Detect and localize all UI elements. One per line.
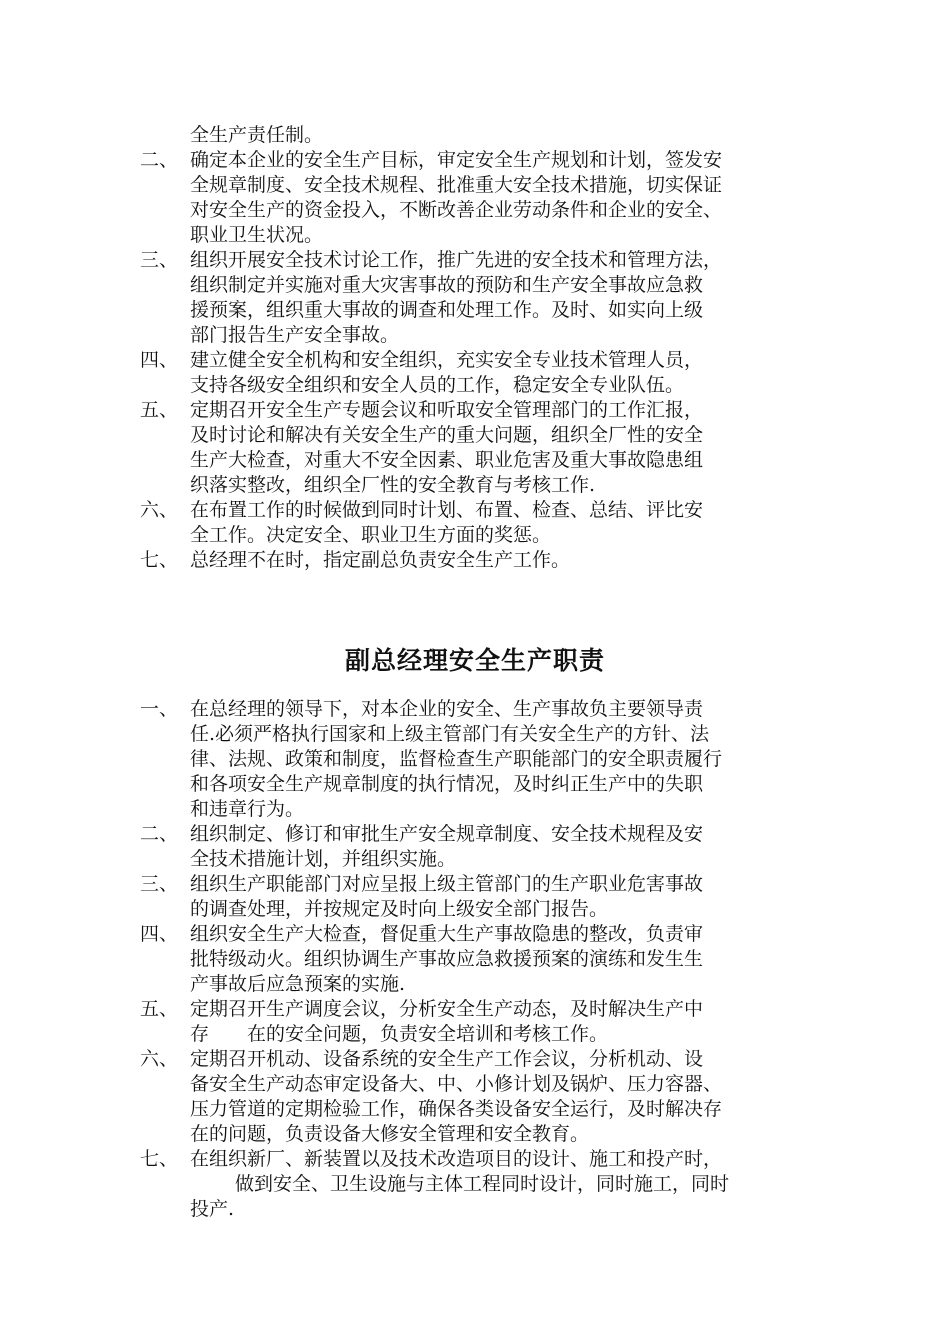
item-number: 一、	[140, 698, 179, 720]
item-number: 三、	[140, 249, 179, 271]
text-line: 组织安全生产大检查，督促重大生产事故隐患的整改，负责审	[190, 923, 704, 945]
item-number: 四、	[140, 923, 179, 945]
list-item	[140, 1047, 820, 1147]
list-item	[140, 1147, 820, 1222]
text-line: 组织制定并实施对重大灾害事故的预防和生产安全事故应急救	[190, 274, 704, 296]
list-item	[140, 822, 820, 872]
text-line: 定期召开机动、设备系统的安全生产工作会议，分析机动、设	[190, 1048, 704, 1070]
text-line: 组织开展安全技术讨论工作，推广先进的安全技术和管理方法，	[190, 249, 723, 271]
text-line: 援预案，组织重大事故的调查和处理工作。及时、如实向上级	[190, 299, 704, 321]
list-item	[140, 997, 820, 1047]
text-line: 全工作。决定安全、职业卫生方面的奖惩。	[190, 524, 552, 546]
text-line: 织落实整改，组织全厂性的安全教育与考核工作.	[190, 474, 596, 496]
list-item	[140, 348, 820, 398]
text-line: 和各项安全生产规章制度的执行情况，及时纠正生产中的失职	[190, 773, 704, 795]
text-line: 投产.	[190, 1198, 235, 1220]
list-item	[140, 148, 820, 248]
section-title: 副总经理安全生产职责	[344, 646, 605, 675]
text-line: 及时讨论和解决有关安全生产的重大问题，组织全厂性的安全	[190, 424, 704, 446]
text-line: 产事故后应急预案的实施.	[190, 973, 406, 995]
text-line: 在的问题，负责设备大修安全管理和安全教育。	[190, 1123, 590, 1145]
text-line: 支持各级安全组织和安全人员的工作，稳定安全专业队伍。	[190, 374, 685, 396]
item-number: 三、	[140, 873, 179, 895]
item-number: 五、	[140, 998, 179, 1020]
text-line: 组织生产职能部门对应呈报上级主管部门的生产职业危害事故	[190, 873, 704, 895]
text-line: 做到安全、卫生设施与主体工程同时设计，同时施工，同时	[235, 1173, 730, 1195]
item-number: 六、	[140, 1048, 179, 1070]
text-line: 在组织新厂、新装置以及技术改造项目的设计、施工和投产时，	[190, 1148, 723, 1170]
list-item	[140, 697, 820, 822]
text-line: 全生产责任制。	[190, 124, 324, 146]
text-line: 全规章制度、安全技术规程、批准重大安全技术措施，切实保证	[190, 174, 723, 196]
text-line: 确定本企业的安全生产目标，审定安全生产规划和计划，签发安	[190, 149, 723, 171]
text-line: 职业卫生状况。	[190, 224, 324, 246]
text-line: 备安全生产动态审定设备大、中、小修计划及锅炉、压力容器、	[190, 1073, 723, 1095]
text-line: 批特级动火。组织协调生产事故应急救援预案的演练和发生生	[190, 948, 704, 970]
list-item	[140, 248, 820, 348]
list-item	[140, 872, 820, 922]
text-line: 压力管道的定期检验工作，确保各类设备安全运行，及时解决存	[190, 1098, 723, 1120]
text-line: 部门报告生产安全事故。	[190, 324, 400, 346]
list-item	[140, 922, 820, 997]
item-number: 四、	[140, 349, 179, 371]
item-number: 五、	[140, 399, 179, 421]
continuation-paragraph	[140, 123, 820, 148]
item-number: 六、	[140, 499, 179, 521]
text-line: 和违章行为。	[190, 798, 305, 820]
text-line: 生产大检查，对重大不安全因素、职业危害及重大事故隐患组	[190, 449, 704, 471]
text-line: 定期召开安全生产专题会议和听取安全管理部门的工作汇报，	[190, 399, 704, 421]
text-line: 建立健全安全机构和安全组织，充实安全专业技术管理人员，	[190, 349, 704, 371]
item-number: 七、	[140, 1148, 179, 1170]
text-line: 定期召开生产调度会议，分析安全生产动态，及时解决生产中	[190, 998, 704, 1020]
text-line: 任.必须严格执行国家和上级主管部门有关安全生产的方针、法	[190, 723, 710, 745]
text-line: 律、法规、政策和制度，监督检查生产职能部门的安全职责履行	[190, 748, 723, 770]
text-line: 的调查处理，并按规定及时向上级安全部门报告。	[190, 898, 609, 920]
text-line: 在布置工作的时候做到同时计划、布置、检查、总结、评比安	[190, 499, 704, 521]
item-number: 二、	[140, 823, 179, 845]
text-line: 在总经理的领导下，对本企业的安全、生产事故负主要领导责	[190, 698, 704, 720]
text-line: 对安全生产的资金投入，不断改善企业劳动条件和企业的安全、	[190, 199, 723, 221]
list-item	[140, 498, 820, 548]
text-line: 组织制定、修订和审批生产安全规章制度、安全技术规程及安	[190, 823, 704, 845]
text-line: 存 在的安全问题，负责安全培训和考核工作。	[190, 1023, 609, 1045]
item-number: 二、	[140, 149, 179, 171]
text-line: 总经理不在时，指定副总负责安全生产工作。	[190, 549, 571, 571]
list-item	[140, 398, 820, 498]
text-line: 全技术措施计划，并组织实施。	[190, 848, 457, 870]
item-number: 七、	[140, 549, 179, 571]
list-item	[140, 548, 820, 573]
